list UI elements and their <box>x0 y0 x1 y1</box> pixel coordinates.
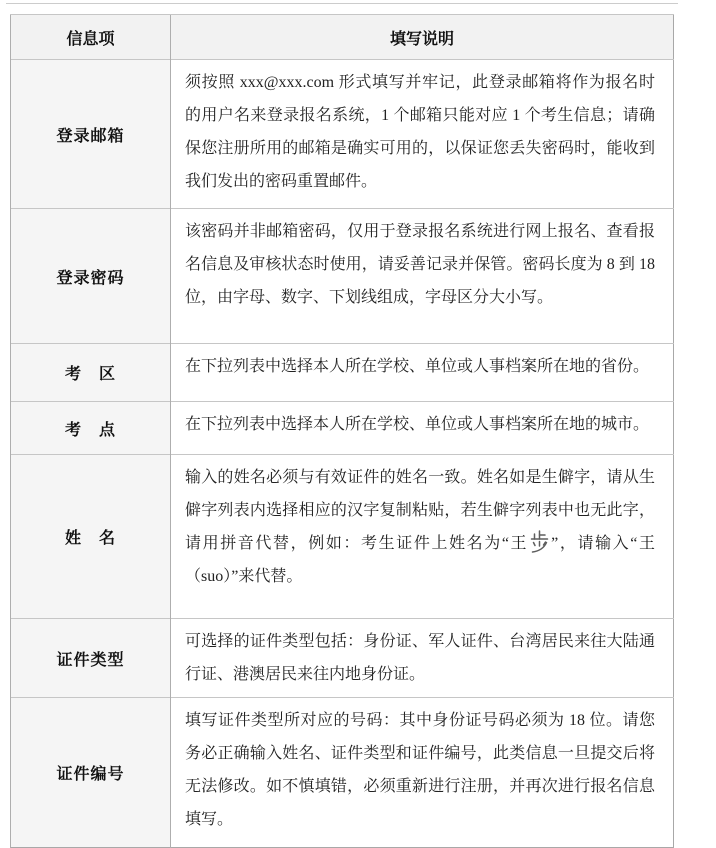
row-desc-login-password: 该密码并非邮箱密码，仅用于登录报名系统进行网上报名、查看报名信息及审核状态时使用，请妥善记录并保管。密码长度为 8 到 18 位，由字母、数字、下划线组成，字母区分大小写。 <box>171 209 674 344</box>
table-row <box>11 455 674 619</box>
row-label-id-type: 证件类型 <box>11 619 171 698</box>
table-header-row <box>11 15 674 60</box>
row-label-exam-area: 考 区 <box>11 344 171 402</box>
table-row <box>11 619 674 698</box>
row-desc-login-email: 须按照 xxx@xxx.com 形式填写并牢记，此登录邮箱将作为报名时的用户名来登录报名系统，1 个邮箱只能对应 1 个考生信息；请确保您注册所用的邮箱是确实可用的，以保证您丢失密码时，能收到我们发出的密码重置邮件。 <box>171 60 674 209</box>
name-desc-text-after: ”，请输入“王（suo）”来代替。 <box>185 535 655 585</box>
col-header-instructions: 填写说明 <box>171 15 674 60</box>
table-row <box>11 698 674 848</box>
info-table <box>10 14 674 848</box>
row-label-id-number: 证件编号 <box>11 698 171 848</box>
top-divider <box>6 3 678 4</box>
table-row <box>11 344 674 402</box>
row-desc-name <box>171 455 674 619</box>
rare-character-image <box>529 529 550 553</box>
table-row <box>11 402 674 455</box>
row-label-exam-site: 考 点 <box>11 402 171 455</box>
row-label-name: 姓 名 <box>11 455 171 619</box>
col-header-info-item: 信息项 <box>11 15 171 60</box>
table-row <box>11 209 674 344</box>
row-desc-id-type: 可选择的证件类型包括：身份证、军人证件、台湾居民来往大陆通行证、港澳居民来往内地身份证。 <box>171 619 674 698</box>
row-label-login-email: 登录邮箱 <box>11 60 171 209</box>
row-desc-exam-area: 在下拉列表中选择本人所在学校、单位或人事档案所在地的省份。 <box>171 344 674 402</box>
row-desc-exam-site: 在下拉列表中选择本人所在学校、单位或人事档案所在地的城市。 <box>171 402 674 455</box>
row-desc-id-number: 填写证件类型所对应的号码：其中身份证号码必须为 18 位。请您务必正确输入姓名、证件类型和证件编号，此类信息一旦提交后将无法修改。如不慎填错，必须重新进行注册，并再次进行报名信息填写。 <box>171 698 674 848</box>
name-desc-text-before: 输入的姓名必须与有效证件的姓名一致。姓名如是生僻字，请从生僻字列表内选择相应的汉字复制粘贴，若生僻字列表中也无此字，请用拼音代替，例如：考生证件上姓名为“王 <box>185 469 655 552</box>
table-row <box>11 60 674 209</box>
row-label-login-password: 登录密码 <box>11 209 171 344</box>
